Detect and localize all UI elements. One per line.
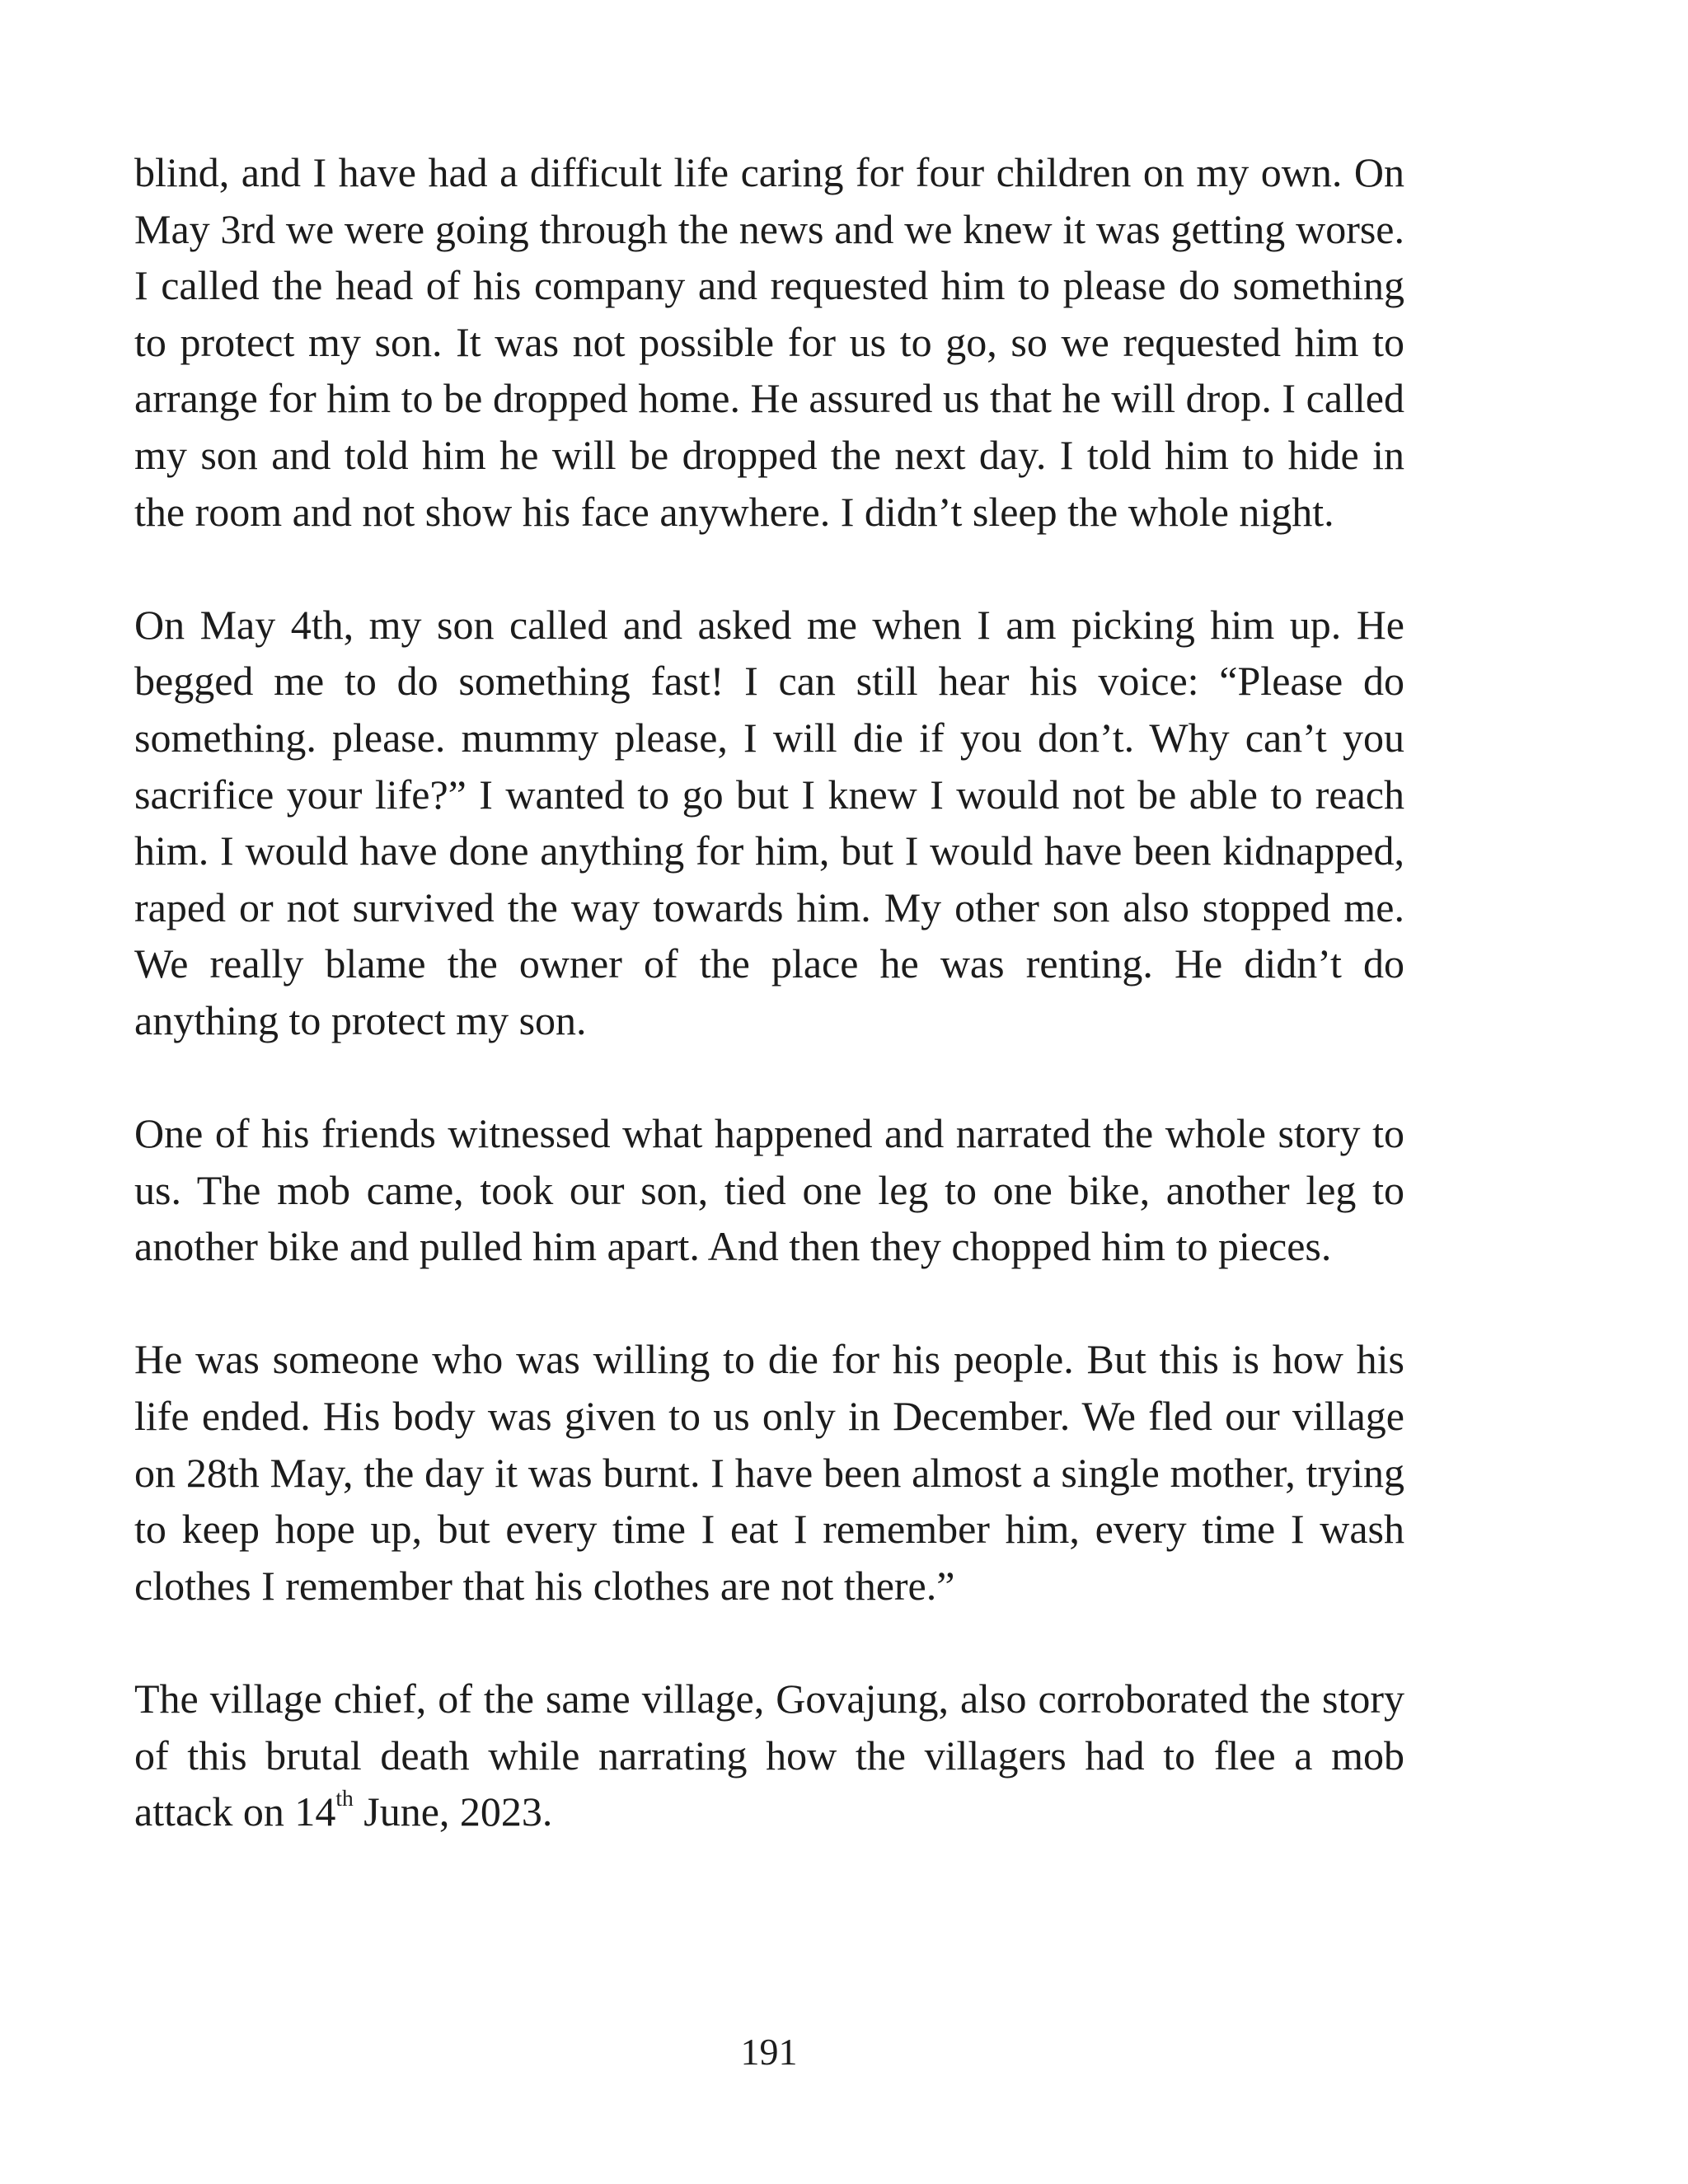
paragraph-5-text-end: June, 2023. [353,1788,553,1835]
page-number: 191 [740,2031,798,2073]
paragraph-1: blind, and I have had a difficult life caring for four children on my own. On May 3rd we were going through the news and we knew it was getting worse. I called the head of his company and requested him to please do something to protect my son. It was not possible for us to go, so we requested him to arrange for him to be dropped home. He assured us that he will drop. I called my son and told him he will be dropped the next day. I told him to hide in the room and not show his face anywhere. I didn’t sleep the whole night. [134,149,1404,535]
ordinal-superscript: th [335,1784,354,1811]
body-text [134,144,1404,1840]
paragraph-5-text: The village chief, of the same village, Govajung, also corroborated the story of this brutal death while narrating how the villagers had to flee a mob attack on 14 [134,1675,1404,1835]
paragraph-2: On May 4th, my son called and asked me when I am picking him up. He begged me to do something fast! I can still hear his voice: “Please do something. please. mummy please, I will die if you don’t. Why can’t you sacrifice your life?” I wanted to go but I knew I would not be able to reach him. I would have done anything for him, but I would have been kidnapped, raped or not survived the way towards him. My other son also stopped me. We really blame the owner of the place he was renting. He didn’t do anything to protect my son. [134,601,1404,1043]
paragraph-4: He was someone who was willing to die for his people. But this is how his life ended. His body was given to us only in December. We fled our village on 28th May, the day it was burnt. I have been almost a single mother, trying to keep hope up, but every time I eat I remember him, every time I wash clothes I remember that his clothes are not there.” [134,1336,1404,1609]
paragraph-3: One of his friends witnessed what happened and narrated the whole story to us. The mob came, took our son, tied one leg to one bike, another leg to another bike and pulled him apart. And then they chopped him to pieces. [134,1110,1404,1270]
paragraph-5 [134,1671,1404,1840]
